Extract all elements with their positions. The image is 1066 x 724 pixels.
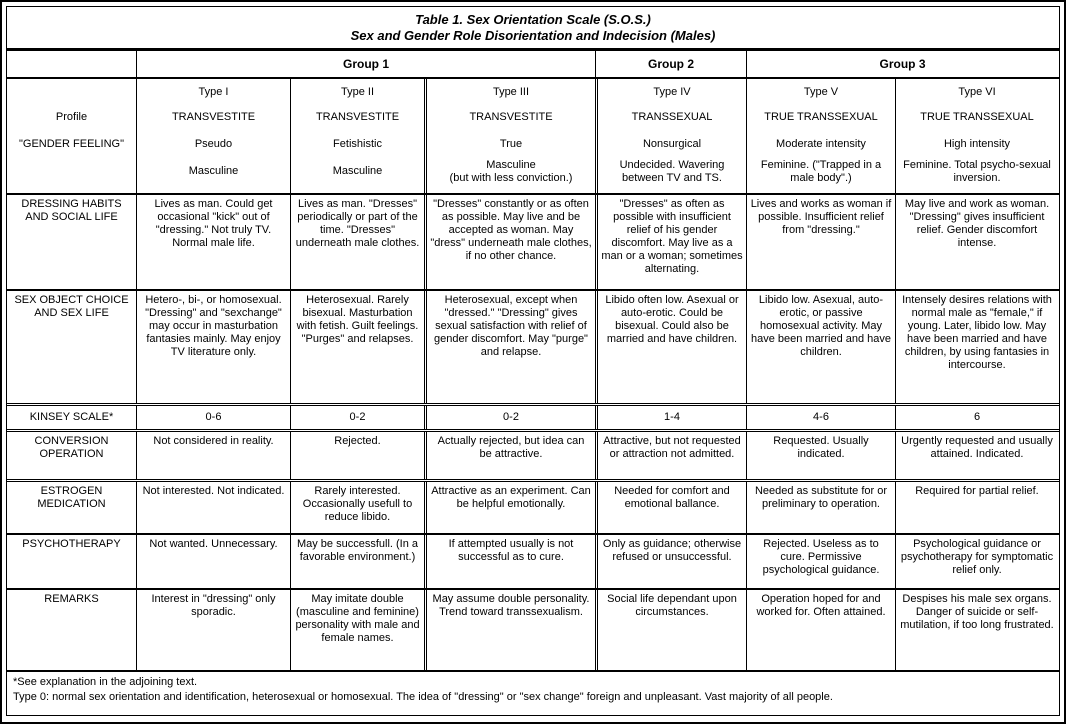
cell-sexobj-type1: Hetero-, bi-, or homosexual. "Dressing" and "sexchange" may occur in masturbation fantasies mainly. May enjoy TV literature only. [136, 291, 290, 403]
type-label: Type VI [958, 86, 996, 98]
cell-psycho-type4: Only as guidance; otherwise refused or unsuccessful. [595, 535, 746, 588]
cell-psycho-type3: If attempted usually is not successful as to cure. [424, 535, 595, 588]
cell-sexobj-type3: Heterosexual, except when "dressed." "Dressing" gives sexual satisfaction with relief of gender discomfort. May "purge" and relapse. [424, 291, 595, 403]
cell-kinsey-type6: 6 [895, 406, 1058, 429]
row-sex-object-choice [7, 289, 1059, 403]
feeling-line1: Feminine. ("Trapped in a male body".) [760, 158, 882, 184]
group-3-header: Group 3 [746, 51, 1058, 77]
feeling-line1: Masculine [332, 165, 383, 177]
cell-conversion-type5: Requested. Usually indicated. [746, 432, 895, 479]
table-title: Table 1. Sex Orientation Scale (S.O.S.) [415, 12, 651, 27]
group-header-spacer [7, 51, 136, 77]
group-header-row [7, 48, 1059, 77]
row-header-sex-object: SEX OBJECT CHOICE AND SEX LIFE [14, 294, 129, 319]
cell-psycho-type5: Rejected. Useless as to cure. Permissive psychological guidance. [746, 535, 895, 588]
cell-dressing-type1: Lives as man. Could get occasional "kick" out of "dressing." Not truly TV. Normal male life. [136, 195, 290, 289]
profile-cell-type6 [895, 79, 1058, 193]
type-category: TRUE TRANSSEXUAL [920, 111, 1034, 123]
row-header-remarks: REMARKS [44, 593, 99, 605]
row-header-psychotherapy: PSYCHOTHERAPY [22, 538, 121, 550]
cell-kinsey-type5: 4-6 [746, 406, 895, 429]
type-feeling [140, 158, 287, 185]
row-remarks [7, 588, 1059, 670]
table-title-block [7, 7, 1059, 48]
type-label: Type V [803, 86, 839, 98]
cell-sexobj-type4: Libido often low. Asexual or auto-erotic. Could be bisexual. Could also be married and have children. [595, 291, 746, 403]
cell-conversion-type4: Attractive, but not requested or attraction not admitted. [595, 432, 746, 479]
spacer [10, 81, 133, 104]
cell-kinsey-type4: 1-4 [595, 406, 746, 429]
cell-sexobj-type6: Intensely desires relations with normal male as "female," if young. Later, libido low. May have been married and have children, by using fantasies in intercourse. [895, 291, 1058, 403]
cell-sexobj-type5: Libido low. Asexual, auto-erotic, or passive homosexual activity. May have been married and have children. [746, 291, 895, 403]
profile-label: Profile [55, 111, 88, 123]
cell-conversion-type6: Urgently requested and usually attained. Indicated. [895, 432, 1058, 479]
group-2-header: Group 2 [595, 51, 746, 77]
type-feeling [750, 158, 892, 185]
row-header-kinsey: KINSEY SCALE* [29, 411, 114, 423]
cell-estrogen-type6: Required for partial relief. [895, 482, 1058, 533]
row-header-conversion: CONVERSION OPERATION [34, 435, 109, 460]
type-feeling [430, 158, 592, 185]
feeling-line2: (but with less conviction.) [449, 171, 573, 184]
type-label: Type II [340, 86, 375, 98]
type-subtype: Moderate intensity [776, 138, 866, 150]
cell-dressing-type3: "Dresses" constantly or as often as possible. May live and be accepted as woman. May "dress" underneath male clothes, if no other chance. [424, 195, 595, 289]
feeling-line1: Masculine [188, 165, 239, 177]
profile-row [7, 77, 1059, 193]
profile-cell-type3 [424, 79, 595, 193]
footnote-asterisk: *See explanation in the adjoining text. [13, 676, 198, 688]
cell-psycho-type2: May be successfull. (In a favorable environment.) [290, 535, 424, 588]
feeling-line1: Feminine. Total psycho-sexual inversion. [903, 158, 1051, 184]
feeling-line1: Masculine [486, 158, 536, 171]
cell-remarks-type1: Interest in "dressing" only sporadic. [136, 590, 290, 670]
cell-dressing-type6: May live and work as woman. "Dressing" gives insufficient relief. Gender discomfort intense. [895, 195, 1058, 289]
gender-feeling-label: "GENDER FEELING" [19, 138, 124, 150]
type-subtype: Nonsurgical [642, 138, 702, 150]
type-subtype: Fetishistic [333, 138, 382, 150]
cell-dressing-type2: Lives as man. "Dresses" periodically or part of the time. "Dresses" underneath male clothes. [290, 195, 424, 289]
cell-estrogen-type3: Attractive as an experiment. Can be helpful emotionally. [424, 482, 595, 533]
cell-estrogen-type2: Rarely interested. Occasionally usefull to reduce libido. [290, 482, 424, 533]
cell-conversion-type2: Rejected. [290, 432, 424, 479]
cell-remarks-type6: Despises his male sex organs. Danger of suicide or self-mutilation, if too long frustrated. [895, 590, 1058, 670]
cell-psycho-type1: Not wanted. Unnecessary. [136, 535, 290, 588]
cell-dressing-type5: Lives and works as woman if possible. Insufficient relief from "dressing." [746, 195, 895, 289]
row-estrogen-medication [7, 479, 1059, 533]
spacer [10, 158, 133, 185]
table-subtitle: Sex and Gender Role Disorientation and Indecision (Males) [350, 28, 716, 43]
type-category: TRUE TRANSSEXUAL [764, 111, 878, 123]
row-header-estrogen: ESTROGEN MEDICATION [37, 485, 106, 510]
cell-remarks-type3: May assume double personality. Trend toward transsexualism. [424, 590, 595, 670]
row-psychotherapy [7, 533, 1059, 588]
type-category: TRANSVESTITE [171, 111, 256, 123]
table-frame [6, 6, 1060, 716]
cell-remarks-type5: Operation hoped for and worked for. Often attained. [746, 590, 895, 670]
cell-remarks-type4: Social life dependant upon circumstances. [595, 590, 746, 670]
cell-estrogen-type1: Not interested. Not indicated. [136, 482, 290, 533]
type-feeling [601, 158, 743, 185]
type-subtype: High intensity [943, 138, 1011, 150]
type-feeling [294, 158, 421, 185]
group-1-header: Group 1 [136, 51, 595, 77]
type-category: TRANSVESTITE [315, 111, 400, 123]
cell-dressing-type4: "Dresses" as often as possible with insufficient relief of his gender discomfort. May live as a man or a woman; sometimes alternating. [595, 195, 746, 289]
type-label: Type I [198, 86, 229, 98]
type-subtype: Pseudo [194, 138, 233, 150]
profile-cell-type4 [595, 79, 746, 193]
row-header-profile [7, 79, 136, 193]
cell-conversion-type3: Actually rejected, but idea can be attractive. [424, 432, 595, 479]
row-header-dressing: DRESSING HABITS AND SOCIAL LIFE [21, 198, 122, 223]
type-subtype: True [499, 138, 523, 150]
cell-kinsey-type2: 0-2 [290, 406, 424, 429]
row-conversion-operation [7, 429, 1059, 479]
cell-remarks-type2: May imitate double (masculine and feminine) personality with male and female names. [290, 590, 424, 670]
type-label: Type III [492, 86, 530, 98]
feeling-line1: Undecided. Wavering between TV and TS. [619, 158, 725, 184]
cell-conversion-type1: Not considered in reality. [136, 432, 290, 479]
profile-cell-type1 [136, 79, 290, 193]
footnotes [7, 670, 1059, 715]
type-feeling [899, 158, 1055, 185]
type-category: TRANSSEXUAL [631, 111, 713, 123]
cell-estrogen-type4: Needed for comfort and emotional ballance. [595, 482, 746, 533]
row-kinsey-scale [7, 403, 1059, 429]
row-dressing-habits [7, 193, 1059, 289]
cell-psycho-type6: Psychological guidance or psychotherapy for symptomatic relief only. [895, 535, 1058, 588]
type-category: TRANSVESTITE [469, 111, 553, 123]
type-label: Type IV [653, 86, 691, 98]
profile-cell-type5 [746, 79, 895, 193]
cell-kinsey-type3: 0-2 [424, 406, 595, 429]
cell-estrogen-type5: Needed as substitute for or preliminary to operation. [746, 482, 895, 533]
profile-cell-type2 [290, 79, 424, 193]
cell-sexobj-type2: Heterosexual. Rarely bisexual. Masturbation with fetish. Guilt feelings. "Purges" and relapses. [290, 291, 424, 403]
cell-kinsey-type1: 0-6 [136, 406, 290, 429]
footnote-type0: Type 0: normal sex orientation and identification, heterosexual or homosexual. The idea of "dressing" or "sex change" foreign and unpleasant. Vast majority of all people. [13, 691, 833, 703]
